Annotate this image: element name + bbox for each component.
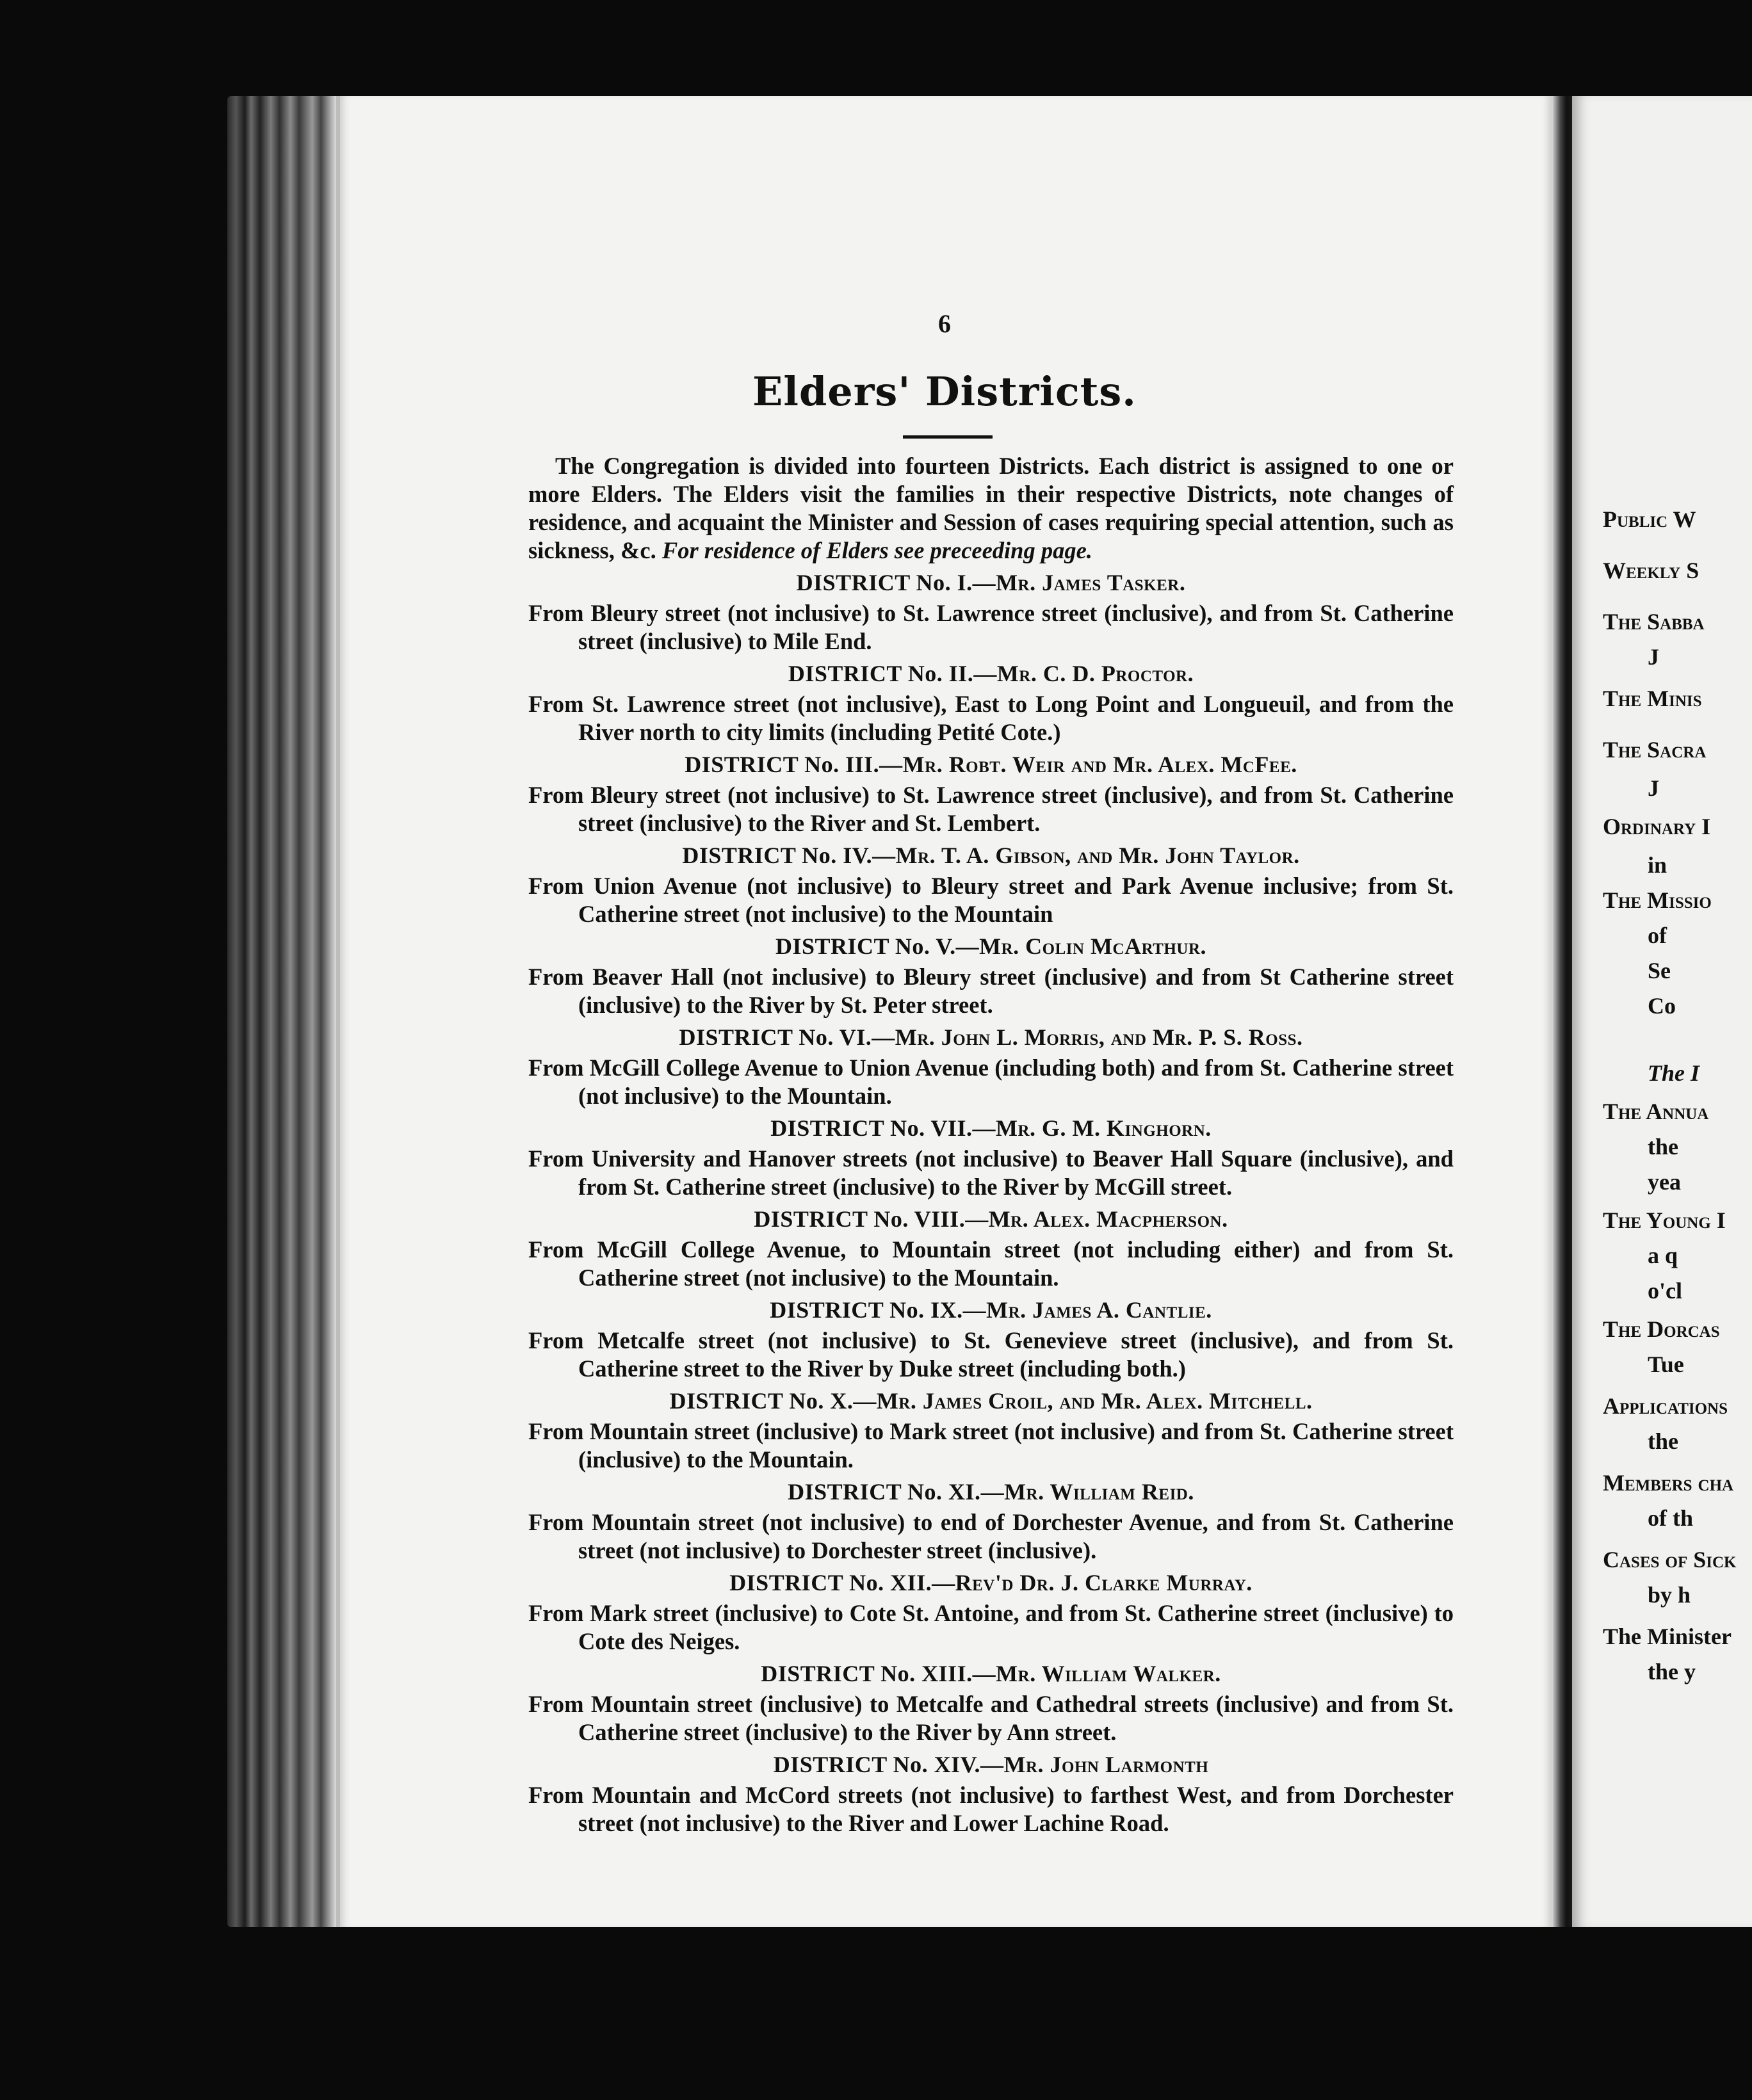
district-description: From St. Lawrence street (not inclusive), East to Long Point and Longueuil, and from the River north to city limits (including Petité Cote.)	[528, 691, 1454, 745]
district-entry	[528, 1478, 1454, 1565]
district-heading	[528, 569, 1454, 597]
district-entry	[528, 1750, 1454, 1838]
page-number: 6	[938, 309, 951, 338]
district-label: DISTRICT No. IV.	[682, 843, 873, 868]
facing-page-text-fragment: The I	[1648, 1060, 1699, 1086]
district-elders: —Mr. James A. Cantlie.	[962, 1297, 1212, 1323]
facing-page-text-fragment: the y	[1648, 1659, 1696, 1684]
district-label: DISTRICT No. VIII.	[754, 1206, 966, 1232]
district-elders: —Rev'd Dr. J. Clarke Murray.	[932, 1570, 1253, 1595]
district-heading	[528, 1205, 1454, 1233]
district-elders: —Mr. G. M. Kinghorn.	[972, 1115, 1212, 1141]
facing-page-text-fragment: by h	[1648, 1582, 1691, 1608]
district-heading	[528, 1750, 1454, 1779]
district-description: From Mountain street (inclusive) to Metcalfe and Cathedral streets (inclusive) and from St. Catherine street (inclusive) to the River by Ann street.	[528, 1691, 1454, 1745]
facing-page-text-fragment: Cases of Sick	[1603, 1547, 1737, 1572]
document-page	[336, 96, 1553, 1927]
district-heading	[528, 1387, 1454, 1415]
district-list	[528, 569, 1454, 1838]
district-label: DISTRICT No. II.	[788, 661, 974, 686]
district-heading	[528, 1478, 1454, 1506]
district-entry	[528, 750, 1454, 837]
district-heading	[528, 1569, 1454, 1597]
facing-page-text-fragment: Ordinary I	[1603, 814, 1711, 839]
district-elders: —Mr. William Reid.	[980, 1479, 1194, 1505]
district-elders: —Mr. C. D. Proctor.	[973, 661, 1194, 686]
intro-text: The Congregation is divided into fourteen Districts. Each district is assigned to one or more Elders. The Elders visit the families in their respective Districts, note changes of residence, and acquaint the Minister and Session of cases requiring special attention, such as sickness, &c.	[528, 453, 1454, 563]
district-elders: —Mr. Alex. Macpherson.	[965, 1206, 1228, 1232]
district-description: From Beaver Hall (not inclusive) to Bleury street (inclusive) and from St Catherine street (inclusive) to the River by St. Peter street.	[528, 964, 1454, 1018]
facing-page-text-fragment: of	[1648, 923, 1667, 948]
district-elders: —Mr. James Tasker.	[972, 570, 1186, 595]
district-label: DISTRICT No. VI.	[679, 1024, 872, 1050]
district-description: From Bleury street (not inclusive) to St. Lawrence street (inclusive), and from St. Catherine street (inclusive) to Mile End.	[528, 600, 1454, 654]
district-heading	[528, 750, 1454, 779]
district-elders: —Mr. T. A. Gibson, and Mr. John Taylor.	[872, 843, 1300, 868]
title-rule	[903, 435, 993, 439]
district-label: DISTRICT No. IX.	[770, 1297, 963, 1323]
district-label: DISTRICT No. III.	[685, 752, 880, 777]
facing-page-text-fragment: The Annua	[1603, 1099, 1709, 1124]
district-heading	[528, 1023, 1454, 1051]
district-heading	[528, 659, 1454, 688]
district-label: DISTRICT No. XII.	[729, 1570, 932, 1595]
facing-page-text-fragment: Se	[1648, 958, 1671, 983]
district-label: DISTRICT No. XIII.	[761, 1661, 973, 1686]
district-label: DISTRICT No. VII.	[770, 1115, 973, 1141]
district-label: DISTRICT No. XIV.	[773, 1752, 980, 1777]
district-description: From McGill College Avenue to Union Avenue (including both) and from St. Catherine street (not inclusive) to the Mountain.	[528, 1054, 1454, 1109]
district-entry	[528, 659, 1454, 747]
facing-page-text-fragment: Tue	[1648, 1352, 1684, 1377]
district-heading	[528, 932, 1454, 960]
district-heading	[528, 1660, 1454, 1688]
facing-page-text-fragment: J	[1648, 775, 1659, 801]
facing-page-text-fragment: the	[1648, 1134, 1678, 1159]
facing-page-text-fragment: o'cl	[1648, 1278, 1682, 1304]
facing-page-text-fragment: The Young I	[1603, 1208, 1726, 1233]
facing-page-text-fragment: The Dorcas	[1603, 1316, 1720, 1342]
district-description: From Mark street (inclusive) to Cote St. Antoine, and from St. Catherine street (inclusive) to Cote des Neiges.	[528, 1600, 1454, 1654]
district-description: From Metcalfe street (not inclusive) to St. Genevieve street (inclusive), and from St. Catherine street to the River by Duke street (including both.)	[528, 1327, 1454, 1382]
district-description: From Mountain street (not inclusive) to end of Dorchester Avenue, and from St. Catherine street (not inclusive) to Dorchester street (inclusive).	[528, 1509, 1454, 1563]
district-elders: —Mr. James Croil, and Mr. Alex. Mitchell.	[853, 1388, 1313, 1414]
district-label: DISTRICT No. XI.	[788, 1479, 981, 1505]
facing-page-text-fragment: The Sabba	[1603, 609, 1705, 634]
intro-note: For residence of Elders see preceeding page.	[661, 537, 1092, 563]
facing-page-text-fragment: Applications	[1603, 1393, 1728, 1419]
facing-page-text-fragment: Co	[1648, 993, 1676, 1019]
facing-page-text-fragment: The Minister	[1603, 1624, 1732, 1649]
district-entry	[528, 569, 1454, 656]
district-elders: —Mr. William Walker.	[972, 1661, 1221, 1686]
district-entry	[528, 1296, 1454, 1383]
district-description: From Mountain and McCord streets (not inclusive) to farthest West, and from Dorchester street (not inclusive) to the River and Lower Lachine Road.	[528, 1782, 1454, 1836]
district-entry	[528, 1569, 1454, 1656]
page-title: Elders' Districts.	[752, 368, 1137, 415]
district-entry	[528, 1114, 1454, 1201]
facing-page-text-fragment: Members cha	[1603, 1470, 1734, 1496]
book-page-edges	[227, 96, 336, 1927]
facing-page-text-fragment: J	[1648, 644, 1659, 670]
district-heading	[528, 841, 1454, 869]
district-label: DISTRICT No. I.	[796, 570, 973, 595]
district-entry	[528, 841, 1454, 928]
book-gutter	[1553, 96, 1572, 1927]
facing-page	[1572, 96, 1752, 1927]
district-elders: —Mr. Robt. Weir and Mr. Alex. McFee.	[879, 752, 1297, 777]
district-elders: —Mr. John Larmonth	[980, 1752, 1209, 1777]
district-entry	[528, 1205, 1454, 1292]
facing-page-text-fragment: Public W	[1603, 506, 1696, 532]
facing-page-text-fragment: The Minis	[1603, 686, 1702, 711]
facing-page-text-fragment: the	[1648, 1428, 1678, 1454]
district-entry	[528, 932, 1454, 1019]
district-heading	[528, 1114, 1454, 1142]
district-heading	[528, 1296, 1454, 1324]
district-entry	[528, 1387, 1454, 1474]
district-description: From University and Hanover streets (not inclusive) to Beaver Hall Square (inclusive), and from St. Catherine street (inclusive) to the River by McGill street.	[528, 1145, 1454, 1200]
intro-paragraph	[528, 452, 1454, 565]
district-elders: —Mr. Colin McArthur.	[955, 933, 1206, 959]
facing-page-text-fragment: in	[1648, 852, 1667, 878]
page-content	[528, 452, 1454, 1841]
district-description: From McGill College Avenue, to Mountain street (not including either) and from St. Catherine street (not inclusive) to the Mountain.	[528, 1236, 1454, 1291]
district-entry	[528, 1660, 1454, 1747]
facing-page-text-fragment: a q	[1648, 1243, 1678, 1268]
facing-page-text-fragment: of th	[1648, 1505, 1693, 1531]
district-description: From Mountain street (inclusive) to Mark street (not inclusive) and from St. Catherine street (inclusive) to the Mountain.	[528, 1418, 1454, 1473]
district-elders: —Mr. John L. Morris, and Mr. P. S. Ross.	[872, 1024, 1303, 1050]
district-label: DISTRICT No. V.	[775, 933, 956, 959]
district-label: DISTRICT No. X.	[669, 1388, 854, 1414]
facing-page-text-fragment: Weekly S	[1603, 558, 1699, 583]
district-description: From Union Avenue (not inclusive) to Bleury street and Park Avenue inclusive; from St. Catherine street (not inclusive) to the Mountain	[528, 873, 1454, 927]
facing-page-text-fragment: The Missio	[1603, 887, 1712, 913]
facing-page-text-fragment: yea	[1648, 1169, 1681, 1195]
district-description: From Bleury street (not inclusive) to St. Lawrence street (inclusive), and from St. Catherine street (inclusive) to the River and St. Lembert.	[528, 782, 1454, 836]
district-entry	[528, 1023, 1454, 1110]
facing-page-text-fragment: The Sacra	[1603, 737, 1707, 763]
